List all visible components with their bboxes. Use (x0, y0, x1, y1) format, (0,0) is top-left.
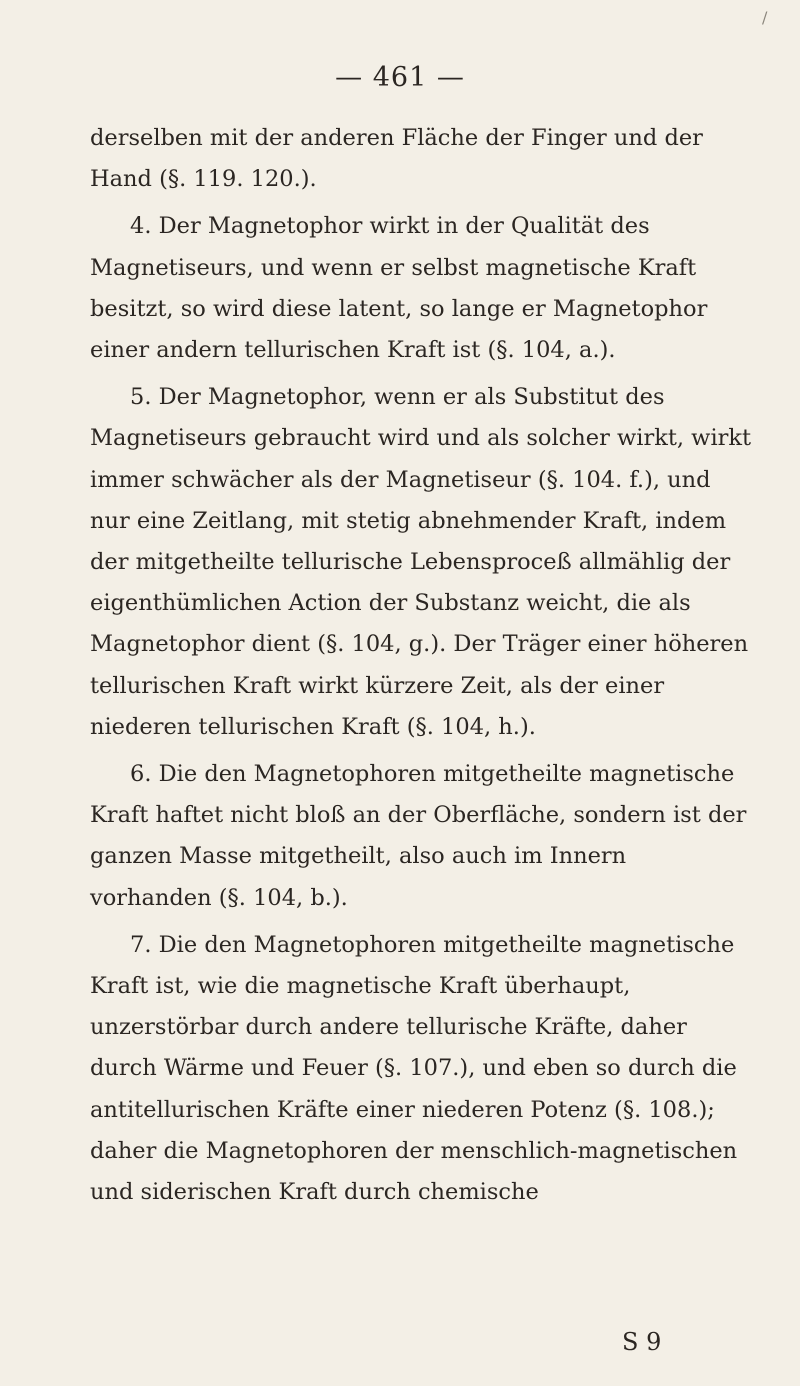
paragraph-6: 6. Die den Magnetophoren mitgetheilte magnetische Kraft haftet nicht bloß an der Oberfläche, sondern ist der ganzen Masse mitgetheilt, also auch im Innern vorhanden (§. 104, b.). (90, 761, 747, 911)
text-body (90, 118, 754, 1219)
paragraph-7: 7. Die den Magnetophoren mitgetheilte magnetische Kraft ist, wie die magnetische Kraft überhaupt, unzerstörbar durch andere tellurische Kräfte, daher durch Wärme und Feuer (§. 107.), und eben so durch die antitellurischen Kräfte einer niederen Potenz (§. 108.); daher die Magnetophoren der menschlich-magnetischen und siderischen Kraft durch chemische (90, 931, 738, 1206)
signature-mark: S 9 (622, 1328, 662, 1356)
paragraph-4: 4. Der Magnetophor wirkt in der Qualität des Magnetiseurs, und wenn er selbst magnetische Kraft besitzt, so wird diese latent, so lange er Magnetophor einer andern tellurischen Kraft ist (§. 104, a.). (90, 213, 708, 364)
paragraph-continuation: derselben mit der anderen Fläche der Finger und der Hand (§. 119. 120.). (90, 125, 703, 193)
paragraph-5: 5. Der Magnetophor, wenn er als Substitut des Magnetiseurs gebraucht wird und als solcher wirkt, wirkt immer schwächer als der Magnetiseur (§. 104. f.), und nur eine Zeitlang, mit stetig abnehmender Kraft, indem der mitgetheilte tellurische Lebensproceß allmählig der eigenthümlichen Action der Substanz weicht, die als Magnetophor dient (§. 104, g.). Der Träger einer höheren tellurischen Kraft wirkt kürzere Zeit, als der einer niederen tellurischen Kraft (§. 104, h.). (90, 384, 752, 740)
page-number: — 461 — (335, 62, 465, 93)
corner-mark: / (762, 8, 768, 27)
